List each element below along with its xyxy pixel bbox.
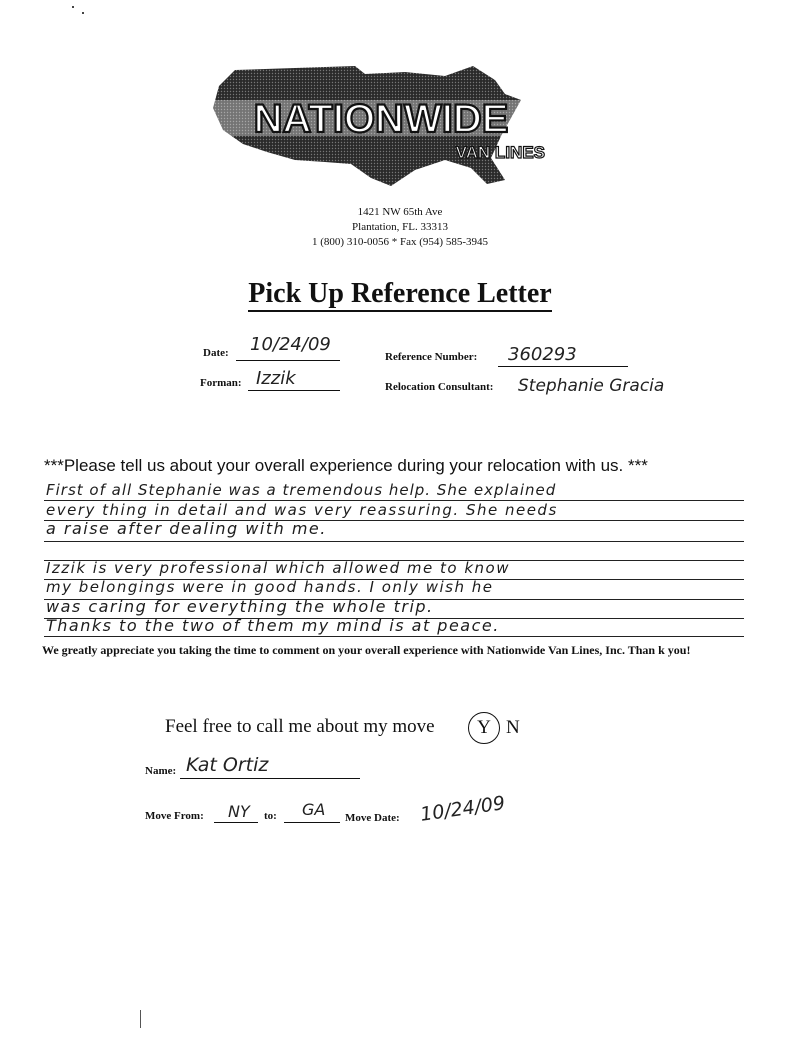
- move-from-field: [214, 804, 258, 823]
- consultant-value: Stephanie Gracia: [518, 376, 665, 396]
- move-date-value: 10/24/09: [418, 792, 507, 826]
- call-permission-choice: [468, 712, 520, 744]
- name-field: [180, 754, 360, 779]
- comment-line-2: every thing in detail and was very reassuring. She needs: [46, 501, 558, 519]
- date-field: [236, 334, 340, 361]
- foreman-label: Forman:: [200, 377, 242, 389]
- company-logo: [205, 60, 555, 190]
- page-title-text: Pick Up Reference Letter: [248, 278, 551, 312]
- comment-line-7: Thanks to the two of them my mind is at peace.: [46, 616, 500, 635]
- call-no: N: [506, 717, 520, 738]
- consultant-label: Relocation Consultant:: [385, 381, 494, 393]
- page-title: [150, 278, 650, 310]
- name-label: Name:: [145, 765, 177, 777]
- move-from-value: NY: [228, 802, 250, 821]
- move-to-label: to:: [264, 810, 277, 822]
- experience-question: ***Please tell us about your overall experience during your relocation with us. ***: [44, 456, 648, 475]
- logo-wordmark: NATIONWIDE: [253, 97, 509, 141]
- reference-number-label: Reference Number:: [385, 351, 478, 363]
- move-date-field: [420, 794, 520, 834]
- comment-line-5: my belongings were in good hands. I only wish he: [46, 578, 494, 596]
- logo-subtitle: VAN LINES: [455, 143, 545, 162]
- date-value: 10/24/09: [250, 334, 331, 355]
- move-to-field: [284, 800, 340, 823]
- ruled-line: [44, 636, 744, 637]
- call-yes-circled: Y: [468, 712, 500, 744]
- address-line-1: 1421 NW 65th Ave: [357, 206, 443, 218]
- address-line-3: 1 (800) 310-0056 * Fax (954) 585-3945: [312, 236, 488, 248]
- move-date-label: Move Date:: [345, 812, 400, 824]
- scan-margin-mark: [140, 1010, 141, 1028]
- call-permission-text: Feel free to call me about my move: [165, 716, 435, 737]
- reference-number-field: [498, 346, 628, 367]
- comment-line-3: a raise after dealing with me.: [46, 519, 327, 538]
- address-line-2: Plantation, FL. 33313: [352, 221, 448, 233]
- appreciation-text: We greatly appreciate you taking the time to comment on your overall experience with Nationwide Van Lines, Inc. Than k you!: [42, 643, 691, 657]
- ruled-line: [44, 541, 744, 542]
- usa-map-logo-graphic: [205, 60, 555, 190]
- foreman-value: Izzik: [256, 368, 296, 389]
- foreman-field: [248, 368, 340, 391]
- scan-speck: [72, 6, 74, 8]
- reference-number-value: 360293: [508, 344, 577, 365]
- name-value: Kat Ortiz: [186, 754, 269, 776]
- scan-speck: [82, 12, 84, 14]
- comment-line-1: First of all Stephanie was a tremendous help. She explained: [46, 481, 557, 499]
- date-label: Date:: [203, 347, 229, 359]
- move-to-value: GA: [302, 800, 326, 819]
- consultant-field: [516, 378, 716, 400]
- comment-line-6: was caring for everything the whole trip.: [46, 597, 434, 616]
- move-from-label: Move From:: [145, 810, 204, 822]
- comment-line-4: Izzik is very professional which allowed me to know: [46, 559, 510, 577]
